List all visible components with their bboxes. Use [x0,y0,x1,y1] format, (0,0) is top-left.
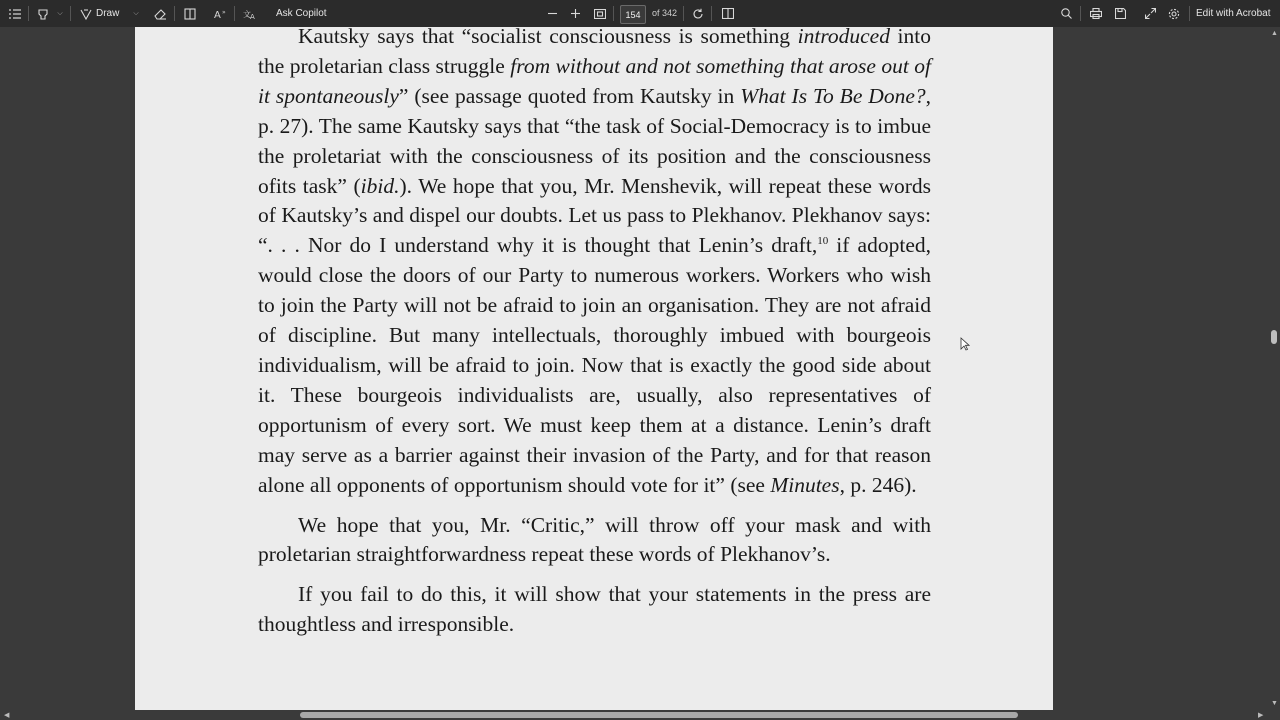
svg-text:A: A [250,12,255,20]
highlight-dropdown-button[interactable] [55,0,65,27]
settings-icon[interactable] [1166,0,1182,27]
vertical-scroll-thumb[interactable] [1271,330,1277,344]
text-run: Kautsky says that “socialist consciousness is something [298,27,798,48]
scroll-right-icon[interactable]: ▶ [1258,712,1264,719]
footnote-marker[interactable]: 10 [817,235,829,248]
fit-page-icon[interactable] [592,0,608,27]
fullscreen-icon[interactable] [1142,0,1158,27]
horizontal-scroll-thumb[interactable] [300,712,1018,718]
toolbar-divider [28,6,29,21]
search-icon[interactable] [1058,0,1074,27]
mouse-cursor-icon [960,337,970,356]
toolbar-divider [174,6,175,21]
text-run: if adopted, would close the doors of our Party to numerous workers. Workers who wish to join the Party will not be afraid to join an organisation. They are not afraid of discipline. But many intellectuals, thoroughly imbued with bourgeois individualism, will be afraid to join. Now that is exactly the good side about it. These bourgeois individualists are, usually, also representatives of opportunism of every sort. We must keep them at a distance. Lenin’s draft may serve as a barrier against their invasion of the Party, and for that reason alone all opponents of opportunism should vote for it” (see [258,233,931,497]
toolbar-divider [711,6,712,21]
eraser-icon[interactable] [151,0,169,27]
page-text [258,27,931,650]
text-run: , p. 246). [839,472,917,497]
svg-text:»: » [222,8,226,16]
italic-text: ibid. [360,173,400,198]
text-run: into the proletarian class struggle [258,27,931,78]
scroll-left-icon[interactable]: ◀ [4,712,10,719]
scroll-down-icon[interactable]: ▼ [1271,700,1278,707]
draw-label: Draw [96,8,120,19]
toolbar-divider [1189,6,1190,21]
italic-text: Minutes [770,472,840,497]
toolbar-divider [683,6,684,21]
text-run: ). We hope that you, Mr. Menshevik, will repeat these words of Kautsky’s and dispel our doubts. Let us pass to Plekhanov. Plekhanov says: “. . . Nor do I understand why it is thought that Lenin’s draft, [258,173,931,258]
ask-copilot-label: Ask Copilot [276,8,327,19]
highlight-icon[interactable] [34,0,52,27]
read-aloud-icon[interactable] [211,0,231,27]
italic-text: from without and not something that arose out of it spontaneously [258,53,931,108]
italic-text: introduced [797,27,890,48]
toolbar-divider [234,6,235,21]
contents-icon[interactable] [6,0,24,27]
page-total-label: of 342 [652,8,678,18]
svg-text:A: A [214,9,221,20]
book-title-italic: What Is To Be Done? [740,83,926,108]
page-number-input[interactable]: 154 [620,5,646,24]
toolbar-divider [70,6,71,21]
paragraph-1 [258,27,931,501]
text-box-icon[interactable] [181,0,199,27]
ask-copilot-button[interactable] [276,0,328,27]
text-run: ” (see passage quoted from Kautsky in [398,83,741,108]
text-run: , p. 27). The same Kautsky says that “the task of Social-Democracy is to imbue the proletariat with the consciousness of its position and the consciousness ofits task” ( [258,83,931,198]
scroll-up-icon[interactable]: ▲ [1271,30,1278,37]
draw-dropdown-button[interactable] [131,0,141,27]
draw-icon [80,8,92,20]
print-icon[interactable] [1088,0,1104,27]
toolbar-divider [1080,6,1081,21]
edit-with-acrobat-label: Edit with Acrobat [1196,8,1271,19]
draw-button[interactable] [80,0,128,27]
save-icon[interactable] [1112,0,1128,27]
svg-text:文: 文 [243,9,251,19]
paragraph-2: We hope that you, Mr. “Critic,” will throw off your mask and with proletarian straightforwardness repeat these words of Plekhanov’s. [258,512,931,567]
translate-icon[interactable] [240,0,260,27]
chevron-down-icon: ⌵ [133,9,139,17]
zoom-out-icon[interactable] [545,0,559,27]
pdf-page [135,27,1053,710]
vertical-scrollbar[interactable] [1268,27,1280,710]
zoom-in-icon[interactable] [568,0,582,27]
chevron-down-icon: ⌵ [57,9,63,17]
paragraph-3: If you fail to do this, it will show that your statements in the press are thoughtless and irresponsible. [258,582,931,637]
edit-with-acrobat-button[interactable] [1196,0,1276,27]
rotate-icon[interactable] [690,0,706,27]
toolbar-divider [613,6,614,21]
page-view-icon[interactable] [720,0,736,27]
toolbar [0,0,1280,27]
